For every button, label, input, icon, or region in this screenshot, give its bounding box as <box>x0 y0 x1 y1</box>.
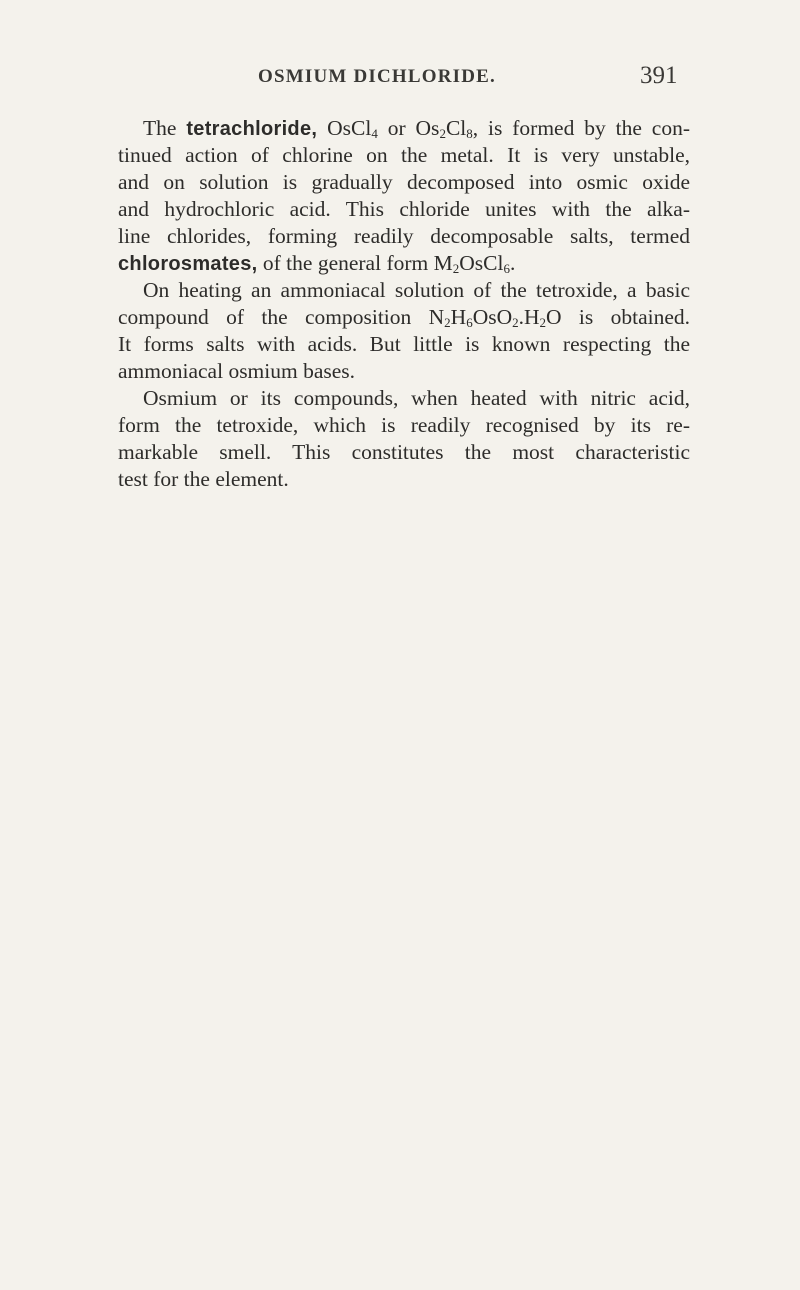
text-line <box>118 277 690 304</box>
text-segment: tinued action of chlorine on the metal. It is very unstable, <box>118 143 690 167</box>
text-segment: . <box>509 251 516 275</box>
text-line <box>118 196 690 223</box>
running-head <box>0 62 800 92</box>
subscript: 4 <box>371 126 378 141</box>
text-segment: OsCl <box>459 251 504 275</box>
text-segment: or Os <box>377 116 440 140</box>
running-title: OSMIUM DICHLORIDE. <box>258 66 497 87</box>
text-line <box>118 250 690 277</box>
text-segment: of the general form M <box>257 251 453 275</box>
body-text <box>118 115 690 493</box>
subscript: 2 <box>452 261 460 276</box>
text-segment: O is obtained. <box>546 305 690 329</box>
text-segment: H <box>450 305 467 329</box>
paragraph <box>118 277 690 385</box>
text-segment: markable smell. This constitutes the most characteristic <box>118 440 690 464</box>
text-segment: Cl <box>445 116 467 140</box>
subscript: 2 <box>512 315 519 330</box>
text-segment: OsCl <box>317 116 372 140</box>
text-segment: and hydrochloric acid. This chloride unites with the alka- <box>118 197 690 221</box>
subscript: 8 <box>466 126 473 141</box>
text-line <box>118 169 690 196</box>
text-line <box>118 223 690 250</box>
text-line <box>118 142 690 169</box>
text-line <box>118 358 690 385</box>
text-segment: test for the element. <box>118 467 289 491</box>
text-segment: form the tetroxide, which is readily recognised by its re- <box>118 413 690 437</box>
paragraph <box>118 385 690 493</box>
text-line <box>118 331 690 358</box>
paragraph <box>118 115 690 277</box>
text-segment: .H <box>518 305 540 329</box>
defined-term: tetrachloride, <box>186 118 318 140</box>
subscript: 2 <box>439 126 446 141</box>
text-segment: The <box>143 116 187 140</box>
subscript: 2 <box>444 315 451 330</box>
text-line <box>118 304 690 331</box>
text-segment: , is formed by the con- <box>472 116 690 140</box>
text-segment: On heating an ammoniacal solution of the tetroxide, a basic <box>143 278 690 302</box>
page-number: 391 <box>640 62 678 89</box>
subscript: 6 <box>503 261 510 276</box>
text-segment: ammoniacal osmium bases. <box>118 359 356 383</box>
text-line <box>118 439 690 466</box>
text-line <box>118 385 690 412</box>
subscript: 2 <box>539 315 547 330</box>
text-segment: and on solution is gradually decomposed into osmic oxide <box>118 170 690 194</box>
text-segment: compound of the composition N <box>118 305 445 329</box>
text-segment: line chlorides, forming readily decomposable salts, termed <box>118 224 690 248</box>
text-segment: It forms salts with acids. But little is known respecting the <box>118 332 690 356</box>
text-line <box>118 466 690 493</box>
defined-term: chlorosmates, <box>118 253 258 275</box>
subscript: 6 <box>466 315 473 330</box>
text-segment: OsO <box>472 305 513 329</box>
text-segment: Osmium or its compounds, when heated with nitric acid, <box>143 386 690 410</box>
text-line <box>118 115 690 142</box>
text-line <box>118 412 690 439</box>
